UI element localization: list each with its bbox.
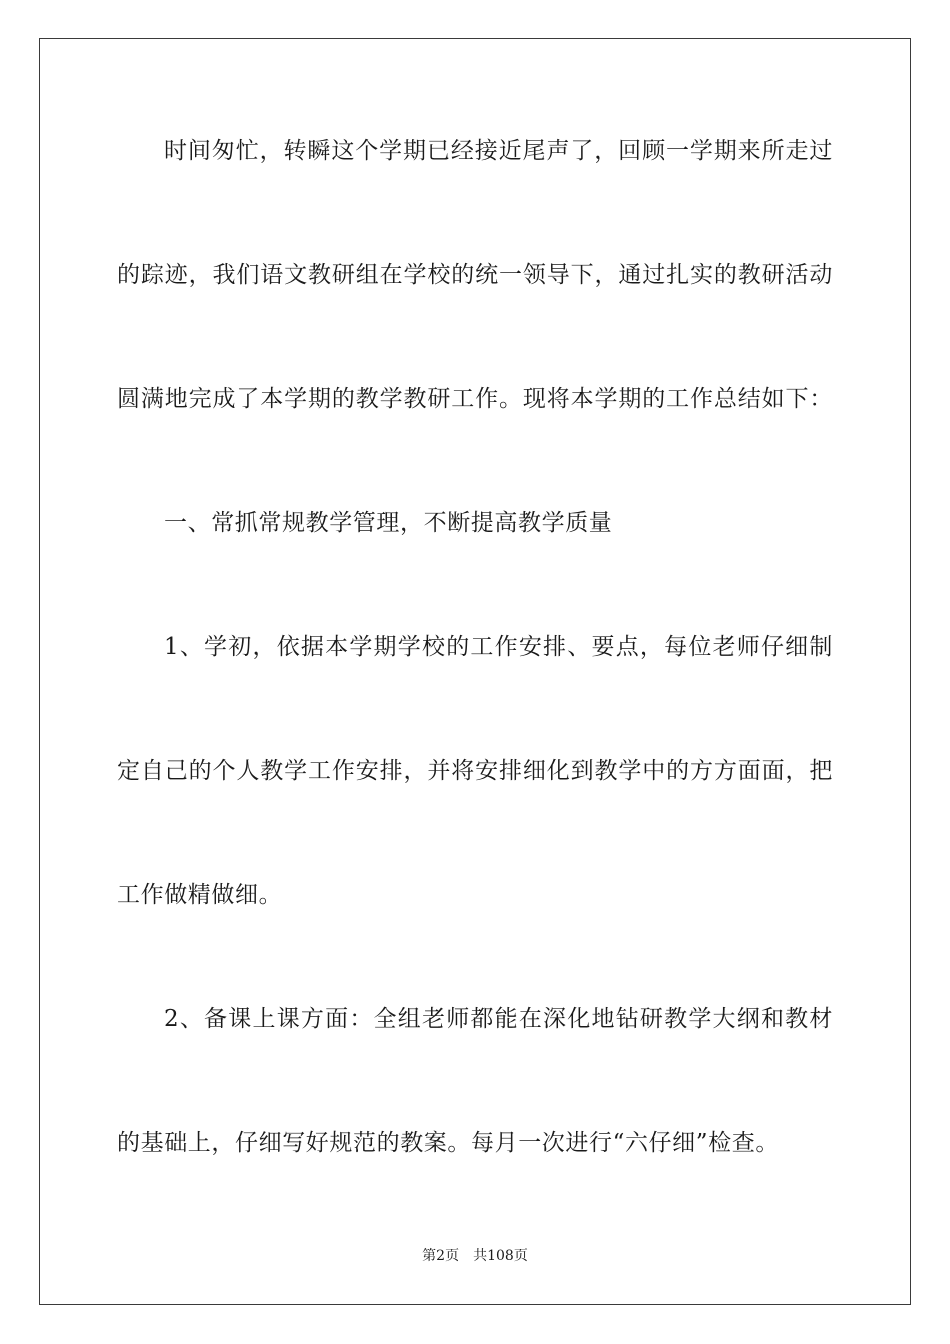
page-footer — [0, 1247, 950, 1265]
page-number: 第2页 — [422, 1248, 460, 1264]
paragraph-line-7: 工作做精做细。 — [117, 882, 283, 908]
paragraph-line-8: 2、备课上课方面：全组老师都能在深化地钻研教学大纲和教材 — [164, 1006, 833, 1032]
paragraph-line-5: 1、学初，依据本学期学校的工作安排、要点，每位老师仔细制 — [164, 634, 833, 660]
paragraph-line-2: 的踪迹，我们语文教研组在学校的统一领导下，通过扎实的教研活动 — [117, 262, 833, 288]
paragraph-line-6: 定自己的个人教学工作安排，并将安排细化到教学中的方方面面，把 — [117, 758, 833, 784]
paragraph-line-9: 的基础上，仔细写好规范的教案。每月一次进行“六仔细”检查。 — [117, 1130, 779, 1156]
paragraph-line-1: 时间匆忙，转瞬这个学期已经接近尾声了，回顾一学期来所走过 — [164, 138, 833, 164]
page-frame — [39, 38, 911, 1305]
page-total: 共108页 — [473, 1248, 528, 1264]
section-heading: 一、常抓常规教学管理，不断提高教学质量 — [164, 510, 613, 536]
paragraph-line-3: 圆满地完成了本学期的教学教研工作。现将本学期的工作总结如下： — [117, 386, 833, 412]
